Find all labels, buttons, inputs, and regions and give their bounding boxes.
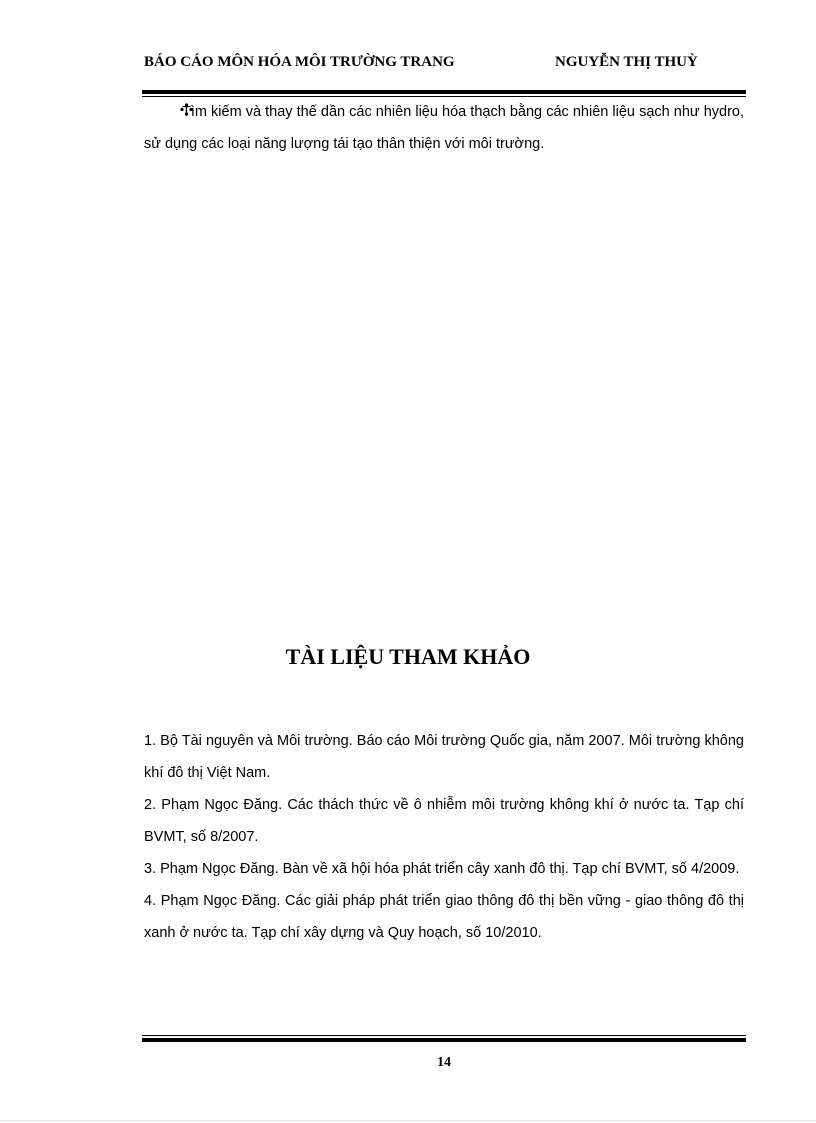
bullet-paragraph-text: Tìm kiếm và thay thế dần các nhiên liệu hóa thạch bằng các nhiên liệu sạch như hydro, sử dụng các loại năng lượng tái tạo thân thiện với môi trường. <box>144 104 744 152</box>
bullet-paragraph <box>144 96 744 160</box>
footer-rule-thick <box>142 1038 746 1042</box>
references-heading: TÀI LIỆU THAM KHẢO <box>285 644 531 669</box>
footer-rule-thin <box>142 1035 746 1036</box>
header-rule-thick <box>142 90 746 94</box>
header-author: NGUYỄN THỊ THUỲ <box>555 54 698 70</box>
reference-item: 3. Phạm Ngọc Đăng. Bàn về xã hội hóa phát triển cây xanh đô thị. Tạp chí BVMT, số 4/2009. <box>144 861 740 877</box>
reference-item: 1. Bộ Tài nguyên và Môi trường. Báo cáo Môi trường Quốc gia, năm 2007. Môi trường không khí đô thị Việt Nam. <box>144 733 744 781</box>
reference-item: 2. Phạm Ngọc Đăng. Các thách thức về ô nhiễm môi trường không khí ở nước ta. Tạp chí BVMT, số 8/2007. <box>144 797 744 845</box>
reference-item: 4. Phạm Ngọc Đăng. Các giải pháp phát triển giao thông đô thị bền vững - giao thông đô thị xanh ở nước ta. Tạp chí xây dựng và Quy hoạch, số 10/2010. <box>144 893 744 941</box>
page-number: 14 <box>437 1055 451 1070</box>
reference-list <box>144 725 744 949</box>
header-report-title: BÁO CÁO MÔN HÓA MÔI TRƯỜNG TRANG <box>144 54 455 70</box>
page-edge-divider <box>0 1120 816 1121</box>
diamond-bullet-icon <box>162 96 176 128</box>
